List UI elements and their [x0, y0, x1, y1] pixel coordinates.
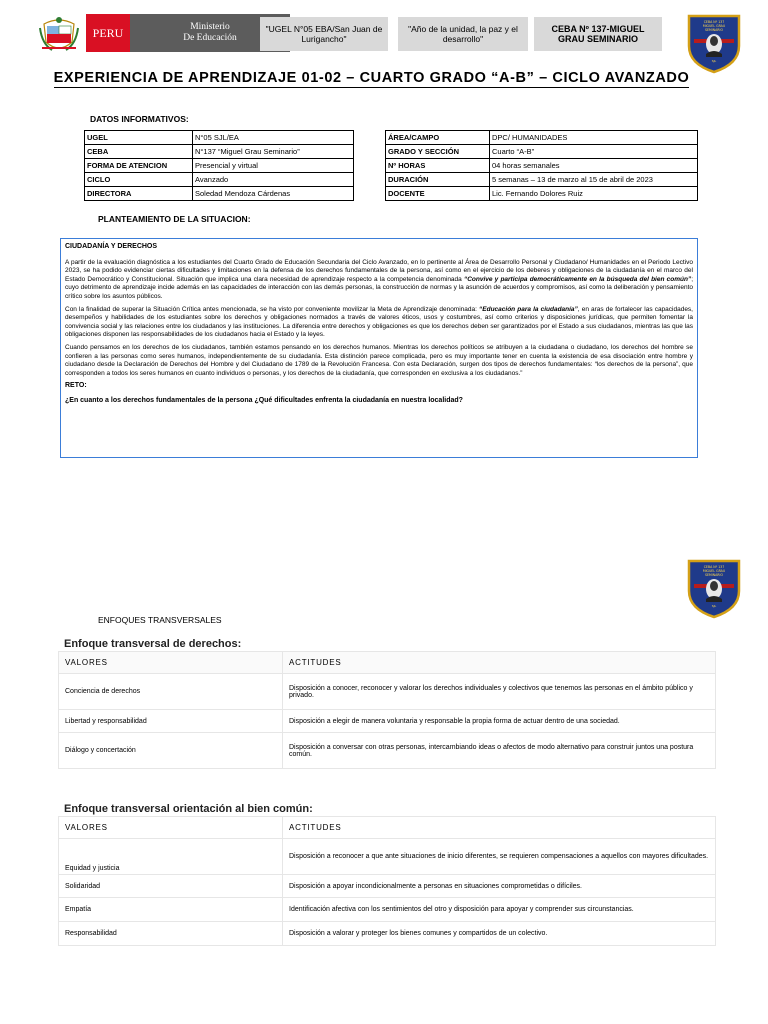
table-row [59, 922, 716, 946]
table-row [386, 159, 698, 173]
document-header [38, 14, 738, 54]
info-value: Avanzado [193, 173, 354, 187]
info-value: 5 semanas – 13 de marzo al 15 de abril de 2023 [490, 173, 698, 187]
table-row [59, 710, 716, 733]
svg-text:SJL: SJL [711, 59, 717, 63]
valor-cell: Solidaridad [59, 875, 283, 898]
valor-cell: Conciencia de derechos [59, 674, 283, 710]
info-table-left [84, 130, 354, 201]
info-table-right [385, 130, 698, 201]
competency-name: “Convive y participa democráticamente en la búsqueda del bien común” [463, 275, 692, 283]
info-key: DURACIÓN [386, 173, 490, 187]
table-row [59, 898, 716, 922]
column-header-valores: VALORES [59, 652, 283, 674]
table-row [85, 159, 354, 173]
valor-cell: Diálogo y concertación [59, 733, 283, 769]
table-row [386, 131, 698, 145]
paragraph-text: Con la finalidad de superar la Situación Crítica antes mencionada, se ha visto por conveniente movilizar la Meta de Aprendizaje denominada: [65, 305, 480, 313]
table-header-row [59, 652, 716, 674]
table-row [386, 173, 698, 187]
column-header-valores: VALORES [59, 817, 283, 839]
valor-cell: Equidad y justicia [59, 839, 283, 875]
actitud-cell: Disposición a valorar y proteger los bienes comunes y compartidos de un colectivo. [283, 922, 716, 946]
paragraph-text: , en aras de fortalecer las capacidades, desempeños y habilidades de los estudiantes sobre los derechos y obligaciones normados a través de valores éticos, usos y costumbres, así como criterios y disposiciones jurídicas, que permiten fomentar la convivencia social y las relaciones entre los ciudadanos y las instituciones. La diferencia entre derechos y obligaciones es que los derechos deben ser garantizados por el Estado a sus ciudadanos, mientras las que las obligaciones disponen las responsabilidades de los ciudadanos hacia el Estado y la leyes. [65, 305, 693, 339]
ceba-box: CEBA Nº 137-MIGUEL GRAU SEMINARIO [534, 17, 662, 51]
info-value: 04 horas semanales [490, 159, 698, 173]
info-value: DPC/ HUMANIDADES [490, 131, 698, 145]
info-key: ÁREA/CAMPO [386, 131, 490, 145]
paragraph-text: ; cuyo detrimento de aprendizaje incide además en las capacidades de interacción con las demás personas, la construcción de normas y la asunción de acuerdos y compromisos, así como la deliberación y pensamiento crítico sobre los asuntos públicos. [65, 275, 693, 300]
table-row [85, 145, 354, 159]
ugel-box: "UGEL N°05 EBA/San Juan de Lurigancho" [260, 17, 388, 51]
info-key: FORMA DE ATENCION [85, 159, 193, 173]
situation-paragraph-1 [65, 259, 693, 302]
table-row [59, 674, 716, 710]
svg-text:CEBA Nº 137: CEBA Nº 137 [703, 20, 725, 24]
info-key: UGEL [85, 131, 193, 145]
planteamiento-label: PLANTEAMIENTO DE LA SITUACION: [98, 214, 251, 224]
school-crest-icon [686, 12, 742, 74]
info-value: N°137 “Miguel Grau Seminario” [193, 145, 354, 159]
table-row [59, 875, 716, 898]
situation-paragraph-3: Cuando pensamos en los derechos de los ciudadanos, también estamos pensando en los derechos humanos. Mientras los derechos políticos se atribuyen a la ciudadana o ciudadano, los derechos del hombre se confieren a las personas como seres humanos, independientemente de su ciudadanía. Esta distinción parece complicada, pero es muy importante tener en cuenta la existencia de esa disociación entre hombre y ciudadano desde la Declaración de Derechos del Hombre y del Ciudadano de 1789 de la Revolución Francesa. Con esta Declaración, surgen dos tipos de derechos fundamentales: “los derechos de la persona”, que corresponden a todos los seres humanos en cuanto individuos o personas, y los derechos de la ciudadanía, que corresponden en exclusiva a los ciudadanos.” [65, 343, 693, 377]
svg-text:SEMINARIO: SEMINARIO [705, 573, 723, 577]
info-value: Soledad Mendoza Cárdenas [193, 187, 354, 201]
table-row [85, 173, 354, 187]
column-header-actitudes: ACTITUDES [283, 817, 716, 839]
valor-cell: Libertad y responsabilidad [59, 710, 283, 733]
table-row [386, 145, 698, 159]
reto-question: ¿En cuanto a los derechos fundamentales de la persona ¿Qué dificultades enfrenta la ciudadanía en nuestra localidad? [65, 396, 463, 404]
table-header-row [59, 817, 716, 839]
actitud-cell: Disposición a conversar con otras personas, intercambiando ideas o afectos de modo alternativo para construir juntos una postura común. [283, 733, 716, 769]
ministry-line-2: De Educación [183, 33, 237, 43]
svg-text:CEBA Nº 137: CEBA Nº 137 [703, 565, 725, 569]
table-row [386, 187, 698, 201]
peru-coat-of-arms-icon [38, 14, 80, 54]
svg-text:MIGUEL GRAU: MIGUEL GRAU [702, 569, 726, 573]
table-row [85, 131, 354, 145]
table-row [85, 187, 354, 201]
enfoques-label: ENFOQUES TRANSVERSALES [98, 615, 222, 625]
info-key: DIRECTORA [85, 187, 193, 201]
svg-text:SJL: SJL [711, 604, 717, 608]
paragraph-text: A partir de la evaluación diagnóstica a los estudiantes del Cuarto Grado de Educación Secundaria del Ciclo Avanzado, en lo pertinente al Área de Desarrollo Personal y Ciudadano/ Humanidades en el Periodo Lectivo 2023, se ha podido evidenciar ciertas dificultades y limitaciones en la defensa de los derechos fundamentales de la persona, así como en el ejercicio de los deberes y obligaciones de la ciudadanía en el marco del Estado Democrático y Constitucional. Situación que implica una clara necesidad de aprendizaje respecto a la competencia denominada [65, 258, 693, 283]
actitud-cell: Disposición a elegir de manera voluntaria y responsable la propia forma de actuar dentro de una sociedad. [283, 710, 716, 733]
actitud-cell: Disposición a reconocer a que ante situaciones de inicio diferentes, se requieren compensaciones a aquellos con mayores dificultades. [283, 839, 716, 875]
situation-box [60, 238, 698, 458]
table-row [59, 733, 716, 769]
info-value: N°05 SJL/EA [193, 131, 354, 145]
info-value: Presencial y virtual [193, 159, 354, 173]
info-value: Cuarto “A-B” [490, 145, 698, 159]
situation-heading: CIUDADANÍA Y DERECHOS [65, 243, 158, 250]
info-key: CICLO [85, 173, 193, 187]
learning-goal-name: “Educación para la ciudadanía” [479, 305, 578, 313]
svg-text:MIGUEL GRAU: MIGUEL GRAU [702, 24, 726, 28]
school-crest-icon [686, 557, 742, 619]
actitud-cell: Disposición a conocer, reconocer y valorar los derechos individuales y colectivos que tenemos las personas en el ámbito público y privado. [283, 674, 716, 710]
datos-informativos-label: DATOS INFORMATIVOS: [90, 114, 189, 124]
enfoque-1-table [58, 651, 716, 769]
year-motto-box: "Año de la unidad, la paz y el desarrollo" [398, 17, 528, 51]
page-title: EXPERIENCIA DE APRENDIZAJE 01-02 – CUARTO GRADO “A-B” – CICLO AVANZADO [53, 70, 690, 86]
info-key: Nº HORAS [386, 159, 490, 173]
enfoque-2-title: Enfoque transversal orientación al bien común: [64, 803, 313, 815]
info-key: GRADO Y SECCIÓN [386, 145, 490, 159]
column-header-actitudes: ACTITUDES [283, 652, 716, 674]
actitud-cell: Disposición a apoyar incondicionalmente a personas en situaciones comprometidas o difíciles. [283, 875, 716, 898]
situation-paragraph-2 [65, 306, 693, 340]
actitud-cell: Identificación afectiva con los sentimientos del otro y disposición para apoyar y comprender sus circunstancias. [283, 898, 716, 922]
reto-label: RETO: [65, 382, 87, 390]
enfoque-1-title: Enfoque transversal de derechos: [64, 638, 242, 650]
info-key: DOCENTE [386, 187, 490, 201]
svg-text:SEMINARIO: SEMINARIO [705, 28, 723, 32]
ministry-line-1: Ministerio [190, 22, 230, 32]
valor-cell: Responsabilidad [59, 922, 283, 946]
enfoque-2-table [58, 816, 716, 946]
info-key: CEBA [85, 145, 193, 159]
table-row [59, 839, 716, 875]
info-value: Lic. Fernando Dolores Ruiz [490, 187, 698, 201]
valor-cell: Empatía [59, 898, 283, 922]
peru-label: PERU [86, 14, 130, 52]
